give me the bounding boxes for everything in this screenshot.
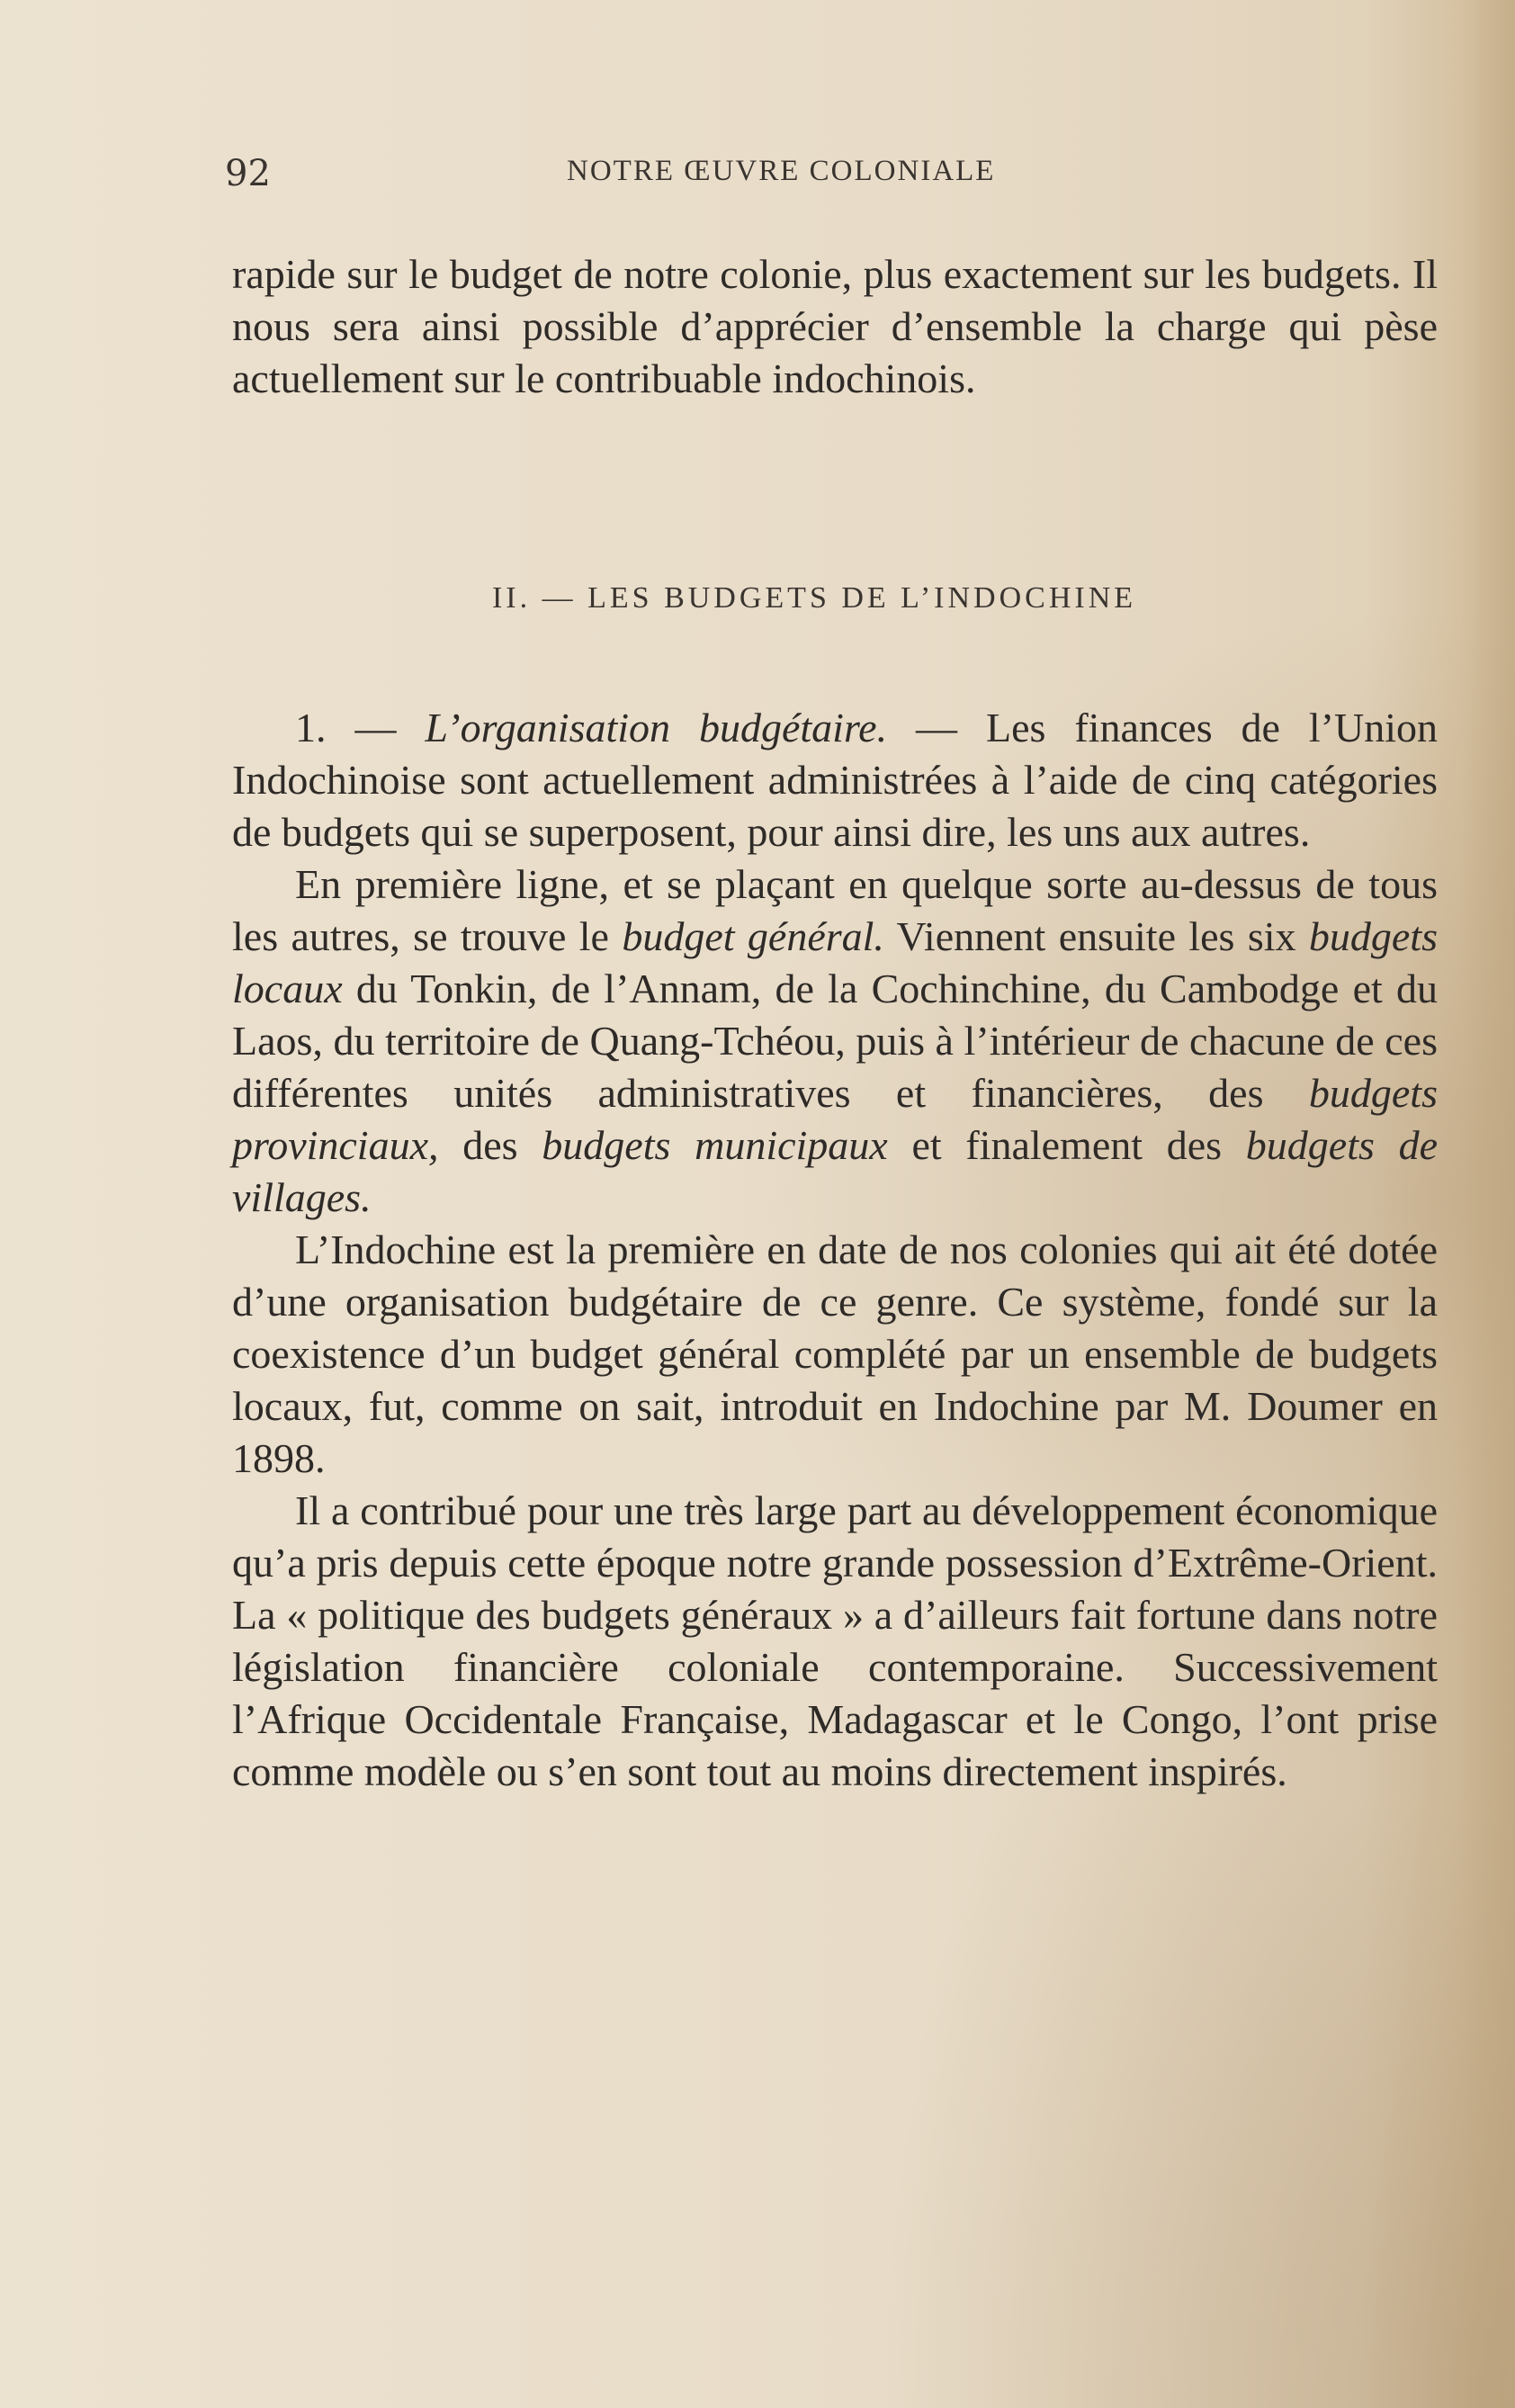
- subsection-title: L’organisation budgétaire.: [425, 705, 888, 750]
- running-title: NOTRE ŒUVRE COLONIALE: [567, 155, 996, 187]
- paragraph-indochine-first: L’Indochine est la première en date de nos colonies qui ait été dotée d’une organisation budgétaire de ce genre. Ce système, fondé sur la coexistence d’un budget général complété par un ensemble de budgets locaux, fut, comme on sait, introduit en Indochine par M. Doumer en 1898.: [232, 1226, 1438, 1481]
- page-header: [225, 153, 1125, 207]
- text-run: des: [462, 1122, 518, 1168]
- intro-paragraph: rapide sur le budget de notre colonie, plus exactement sur les budgets. Il nous sera ainsi possible d’apprécier d’ensemble la charge qui pèse actuellement sur le contribuable indochinois.: [232, 251, 1438, 401]
- text-run: En première ligne, et se plaçant en quelque sorte au-dessus de tous les autres, se trouve le: [232, 861, 1438, 959]
- text-run: du Tonkin, de l’Annam, de la Cochinchine, du Cambodge et du Laos, du territoire de Quang-Tchéou, puis à l’intérieur de chacune de ces différentes unités administratives et financières, des: [232, 966, 1439, 1116]
- text-run: et finalement des: [911, 1122, 1223, 1168]
- text-run: Viennent ensuite les six: [896, 913, 1296, 959]
- page-number: 92: [225, 153, 271, 194]
- section-title: II. — LES BUDGETS DE L’INDOCHINE: [491, 581, 1137, 615]
- subsection-text: — Les finances de l’Union Indochinoise sont actuellement administrées à l’aide de cinq catégories de budgets qui se superposent, pour ainsi dire, les uns aux autres.: [232, 705, 1439, 855]
- italic-term: budgets provinciaux,: [232, 1070, 1438, 1168]
- subsection-number: 1. —: [295, 705, 397, 750]
- italic-term: budgets municipaux: [542, 1122, 888, 1168]
- subsection-paragraph: [232, 702, 1438, 858]
- body-text: [232, 702, 1438, 1798]
- paragraph-development: Il a contribué pour une très large part au développement économique qu’a pris depuis cette époque notre grande possession d’Extrême-Orient. La « politique des budgets généraux » a d’ailleurs fait fortune dans notre législation financière coloniale contemporaine. Successivement l’Afrique Occidentale Française, Madagascar et le Congo, l’ont prise comme modèle ou s’en sont tout au moins directement inspirés.: [232, 1487, 1438, 1794]
- paragraph-budget-categories: [232, 858, 1438, 1224]
- page-edge-shadow: [1461, 0, 1515, 2408]
- italic-term: budgets locaux: [232, 913, 1438, 1011]
- italic-term: budgets de villages.: [232, 1122, 1439, 1220]
- italic-term: budget général.: [622, 913, 884, 959]
- intro-paragraph-block: [232, 248, 1438, 405]
